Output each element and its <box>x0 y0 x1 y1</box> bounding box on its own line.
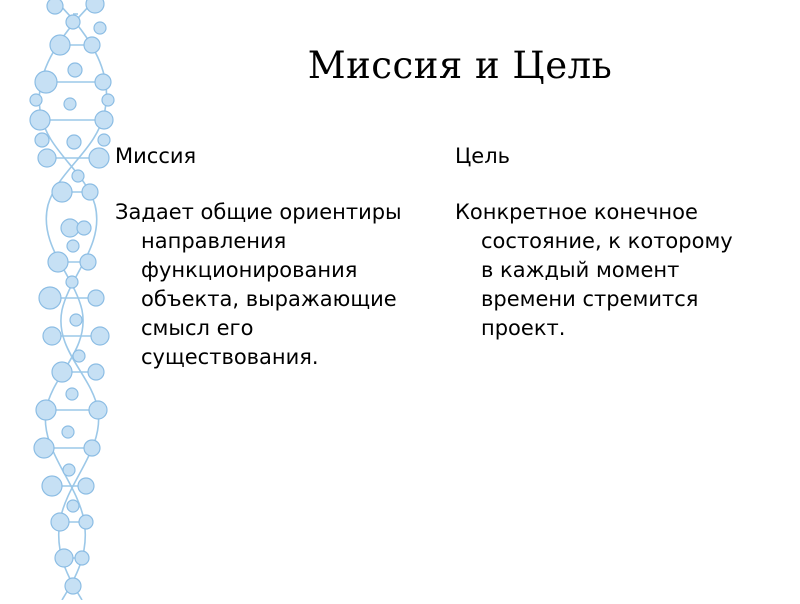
column-body-text: Конкретное конечное состояние, к которому в каждый момент времени стремится проект. <box>455 200 733 340</box>
column-heading: Миссия <box>115 144 197 168</box>
column-body <box>445 198 745 343</box>
column-heading: Цель <box>455 144 511 168</box>
column-body-text: Задает общие ориентиры направления функционирования объекта, выражающие смысл его существования. <box>115 200 402 369</box>
content-columns <box>115 145 775 372</box>
page-title: Миссия и Цель <box>307 44 613 87</box>
column-goal <box>445 145 775 343</box>
column-mission <box>115 145 445 372</box>
column-body <box>115 198 415 372</box>
